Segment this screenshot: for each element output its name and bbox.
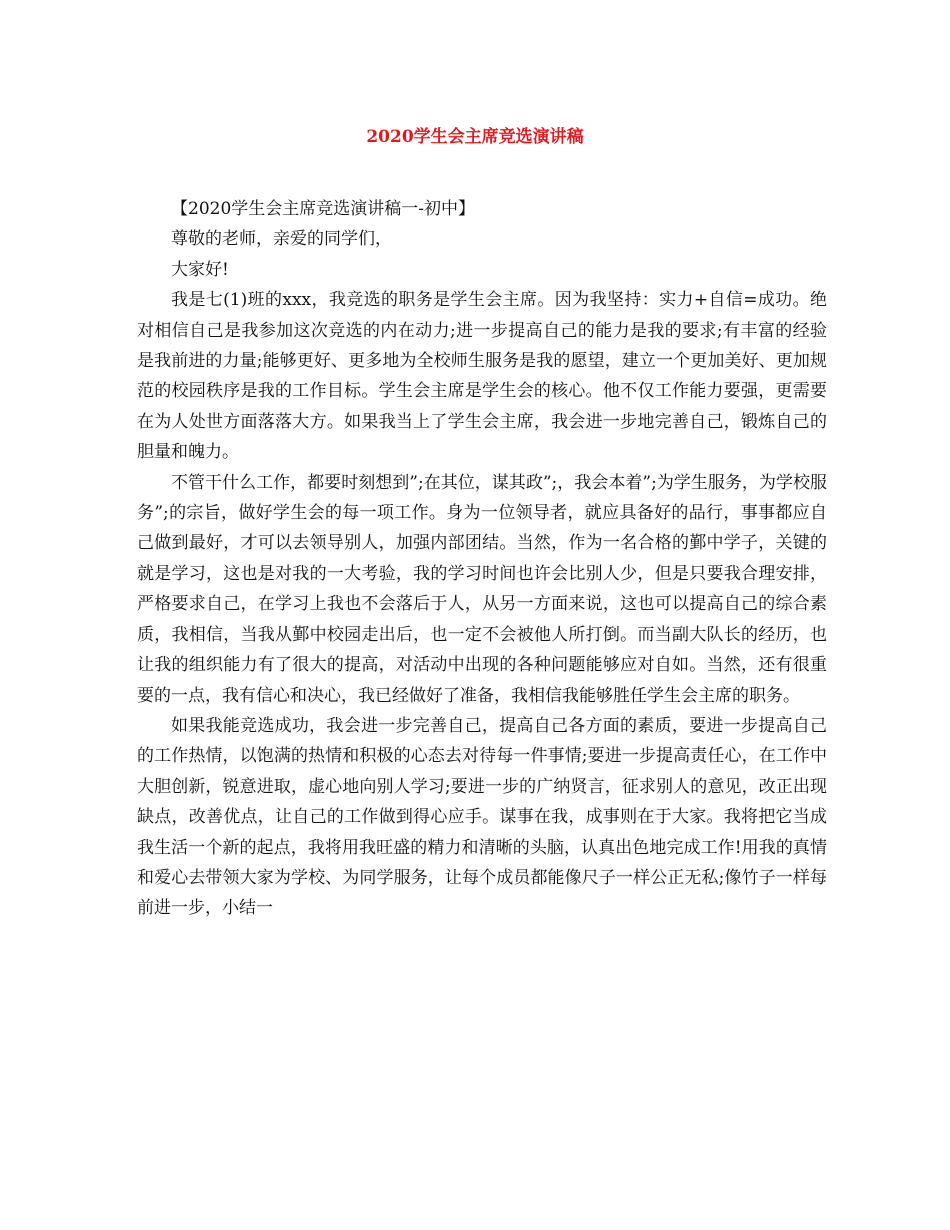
paragraph-intro: 我是七(1)班的xxx，我竞选的职务是学生会主席。因为我坚持：实力+自信=成功。绝对相信自己是我参加这次竞选的内在动力;进一步提高自己的能力是我的要求;有丰富的经验是我前进的力量;能够更好、更多地为全校师生服务是我的愿望，建立一个更加美好、更加规范的校园秩序是我的工作目标。学生会主席是学生会的核心。他不仅工作能力要强，更需要在为人处世方面落落大方。如果我当上了学生会主席，我会进一步地完善自己，锻炼自己的胆量和魄力。	[137, 290, 827, 463]
document-title: 2020学生会主席竞选演讲稿	[366, 127, 584, 147]
section-heading: 【2020学生会主席竞选演讲稿一-初中】	[171, 199, 476, 219]
paragraph-plans: 如果我能竞选成功，我会进一步完善自己，提高自己各方面的素质，要进一步提高自己的工作热情，以饱满的热情和积极的心态去对待每一件事情;要进一步提高责任心，在工作中大胆创新，锐意进取，虚心地向别人学习;要进一步的广纳贤言，征求别人的意见，改正出现缺点，改善优点，让自己的工作做到得心应手。谋事在我，成事则在于大家。我将把它当成我生活一个新的起点，我将用我旺盛的精力和清晰的头脑，认真出色地完成工作!用我的真情和爱心去带领大家为学校、为同学服务，让每个成员都能像尺子一样公正无私;像竹子一样每前进一步，小结一	[137, 715, 827, 919]
salutation: 尊敬的老师，亲爱的同学们，	[171, 229, 392, 250]
greeting: 大家好!	[171, 259, 229, 280]
document-body	[137, 194, 827, 924]
paragraph-commitment: 不管干什么工作，都要时刻想到”;在其位，谋其政”;，我会本着”;为学生服务，为学校服务”;的宗旨，做好学生会的每一项工作。身为一位领导者，就应具备好的品行，事事都应自己做到最好，才可以去领导别人，加强内部团结。当然，作为一名合格的鄞中学子，关键的就是学习，这也是对我的一大考验，我的学习时间也许会比别人少，但是只要我合理安排，严格要求自己，在学习上我也不会落后于人，从另一方面来说，这也可以提高自己的综合素质，我相信，当我从鄞中校园走出后，也一定不会被他人所打倒。而当副大队长的经历，也让我的组织能力有了很大的提高，对活动中出现的各种问题能够应对自如。当然，还有很重要的一点，我有信心和决心，我已经做好了准备，我相信我能够胜任学生会主席的职务。	[137, 472, 827, 706]
